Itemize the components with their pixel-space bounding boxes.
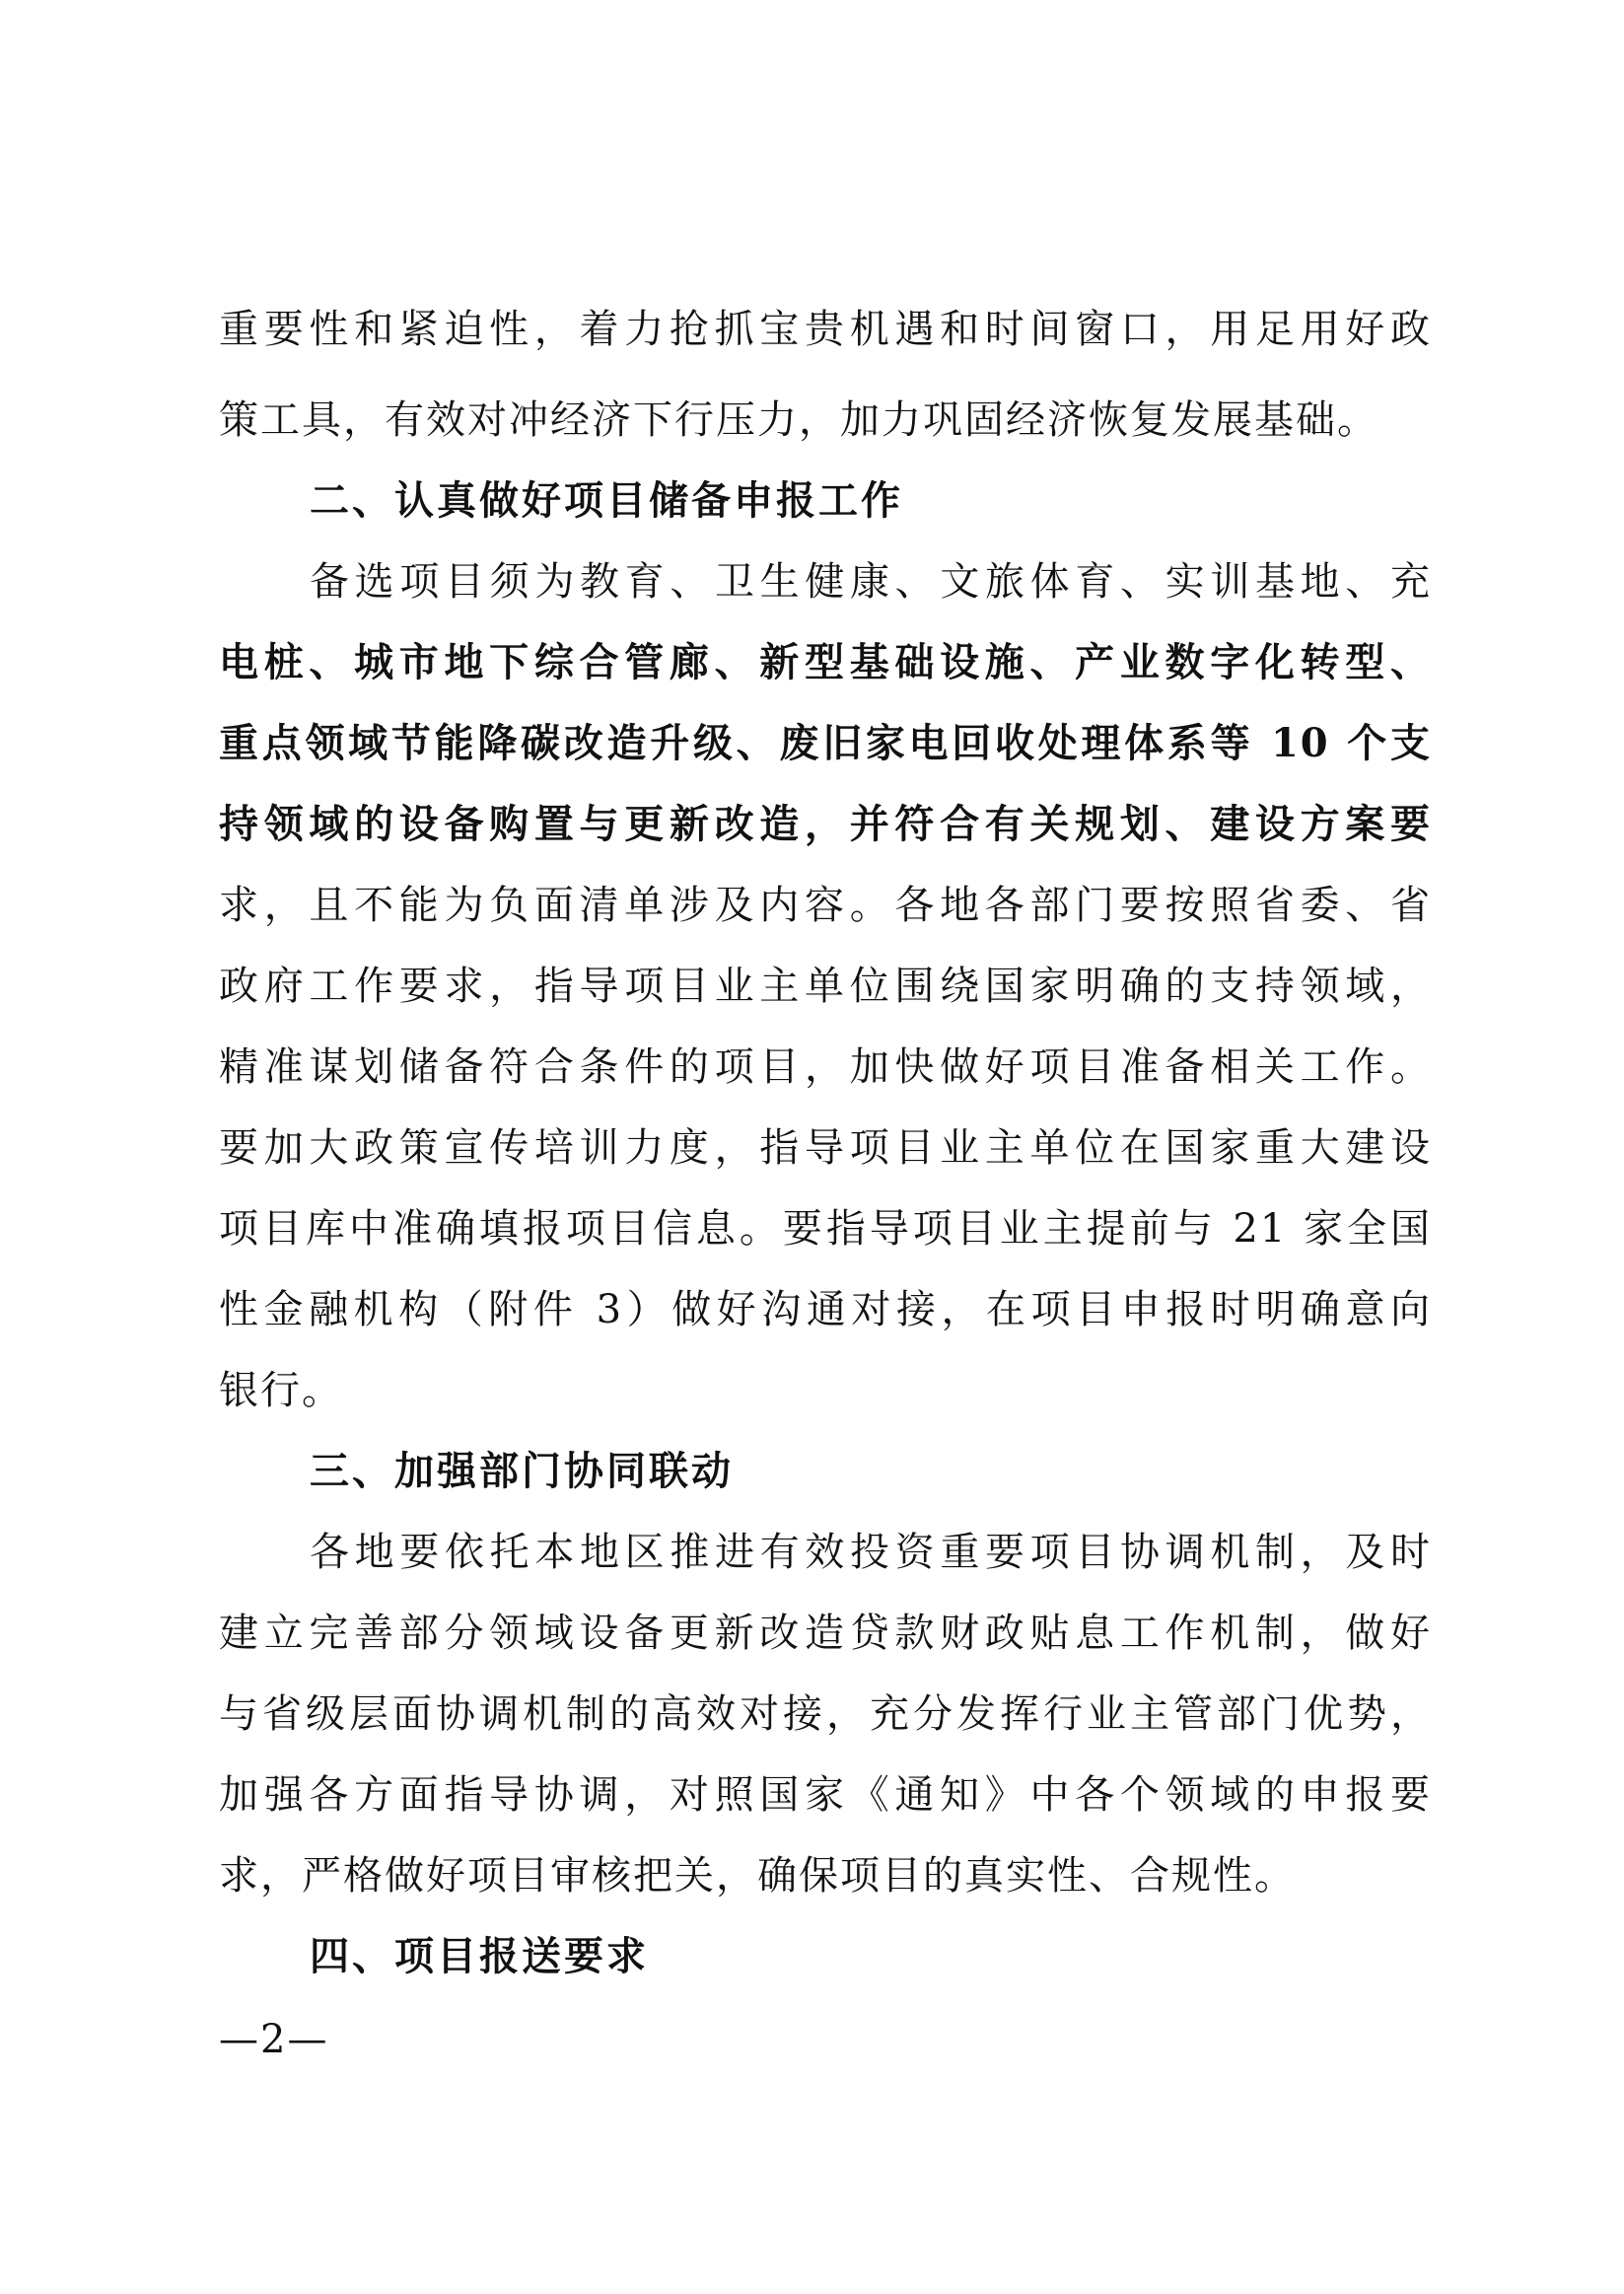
body-text-line: 备选项目须为教育、卫生健康、文旅体育、实训基地、充 [310,559,1432,605]
body-text-line: 策工具，有效对冲经济下行压力，加力巩固经济恢复发展基础。 [219,397,1378,443]
section-heading: 二、认真做好项目储备申报工作 [310,478,903,524]
body-text-line: 政府工作要求，指导项目业主单位围绕国家明确的支持领域， [219,964,1432,1009]
body-text-line: 银行。 [219,1368,343,1413]
body-text-line: 项目库中准确填报项目信息。要指导项目业主提前与 21 家全国 [219,1206,1432,1252]
page-number: —2— [219,2017,329,2062]
body-text-line: 求，且不能为负面清单涉及内容。各地各部门要按照省委、省 [219,883,1432,928]
body-text-line: 与省级层面协调机制的高效对接，充分发挥行业主管部门优势， [219,1691,1432,1737]
body-text-line: 精准谋划储备符合条件的项目，加快做好项目准备相关工作。 [219,1044,1432,1090]
body-text-line: 建立完善部分领域设备更新改造贷款财政贴息工作机制，做好 [219,1611,1432,1656]
body-text-line: 性金融机构（附件 3）做好沟通对接，在项目申报时明确意向 [219,1287,1432,1332]
body-text-line: 重点领域节能降碳改造升级、废旧家电回收处理体系等 10 个支 [219,720,1432,766]
body-text-line: 重要性和紧迫性，着力抢抓宝贵机遇和时间窗口，用足用好政 [219,307,1432,352]
body-text-line: 要加大政策宣传培训力度，指导项目业主单位在国家重大建设 [219,1125,1432,1171]
body-text-line: 加强各方面指导协调，对照国家《通知》中各个领域的申报要 [219,1772,1432,1818]
section-heading: 三、加强部门协同联动 [310,1449,734,1494]
section-heading: 四、项目报送要求 [310,1934,649,1979]
body-text-line: 电桩、城市地下综合管廊、新型基础设施、产业数字化转型、 [219,639,1432,685]
body-text-line: 求，严格做好项目审核把关，确保项目的真实性、合规性。 [219,1853,1296,1899]
body-text-line: 各地要依托本地区推进有效投资重要项目协调机制，及时 [310,1530,1432,1575]
body-text-line: 持领域的设备购置与更新改造，并符合有关规划、建设方案要 [219,801,1432,847]
